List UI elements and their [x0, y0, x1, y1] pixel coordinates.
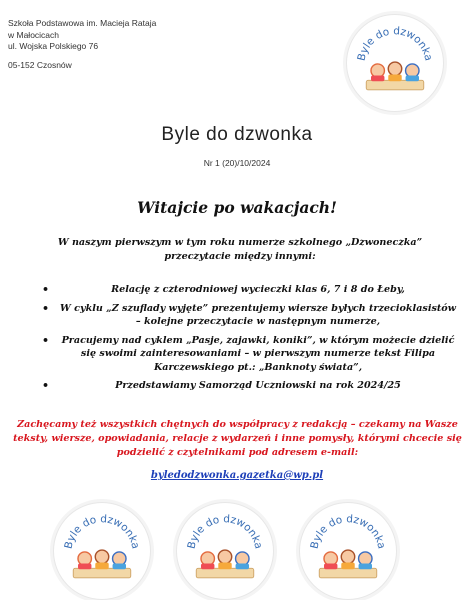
bullet-icon: •	[42, 379, 50, 392]
list-item: • Pracujemy nad cyklem „Pasje, zajawki, koniki”, w którym możecie dzielić się swoimi zainteresowaniami – w pierwszym numerze tekst Filipa Karczewskiego pt.: „Banknoty świata”,	[42, 333, 455, 373]
contents-list	[42, 283, 460, 398]
logo-text: Byle do dzwonka	[185, 513, 265, 551]
email-link[interactable]: byledodzwonka.gazetka@wp.pl	[150, 470, 324, 481]
logo-graphic	[347, 15, 443, 111]
list-item: • Przedstawiamy Samorząd Uczniowski na rok 2024/25	[42, 379, 401, 392]
school-kids-logo-icon	[176, 502, 274, 600]
contribution-note: Zachęcamy też wszystkich chętnych do współpracy z redakcją – czekamy na Wasze teksty, wiersze, opowiadania, relacje z wydarzeń i inne pomysły, którymi chcecie się podzielić z czytelnikami pod adresem e-mail:	[13, 419, 462, 458]
school-address	[8, 18, 156, 71]
svg-text:Byle do dzwonka	[309, 513, 388, 550]
bullet-icon: •	[42, 333, 50, 347]
welcome-heading: Witajcie po wakacjach!	[137, 198, 337, 217]
school-street: ul. Wojska Polskiego 76	[8, 41, 99, 51]
school-kids-logo-icon	[299, 502, 397, 600]
issue-number: Nr 1 (20)/10/2024	[203, 158, 271, 168]
school-name: Szkoła Podstawowa im. Macieja Rataja	[8, 18, 157, 28]
svg-text:Byle do dzwonka	[186, 513, 265, 550]
list-item: • W cyklu „Z szuflady wyjęte” prezentujemy wiersze byłych trzecioklasistów – kolejne przeczytacie w następnym numerze,	[42, 301, 456, 327]
school-postal-code: 05-152 Czosnów	[8, 59, 72, 70]
school-location: w Małocicach	[8, 29, 60, 40]
logo-text: Byle do dzwonka	[355, 25, 435, 63]
svg-text:Byle do dzwonka	[63, 513, 142, 550]
logo-text: Byle do dzwonka	[62, 513, 142, 551]
list-item: • Relację z czterodniowej wycieczki klas 6, 7 i 8 do Łeby,	[42, 283, 405, 296]
intro-paragraph: W naszym pierwszym w tym roku numerze szkolnego „Dzwoneczka” przeczytacie między innymi:	[57, 237, 423, 262]
logo-text: Byle do dzwonka	[308, 513, 388, 551]
school-kids-logo-icon	[53, 502, 151, 600]
school-kids-logo-icon	[346, 14, 444, 112]
svg-text:Byle do dzwonka	[356, 25, 435, 62]
bullet-icon: •	[42, 283, 50, 296]
newspaper-title: Byle do dzwonka	[161, 124, 313, 145]
bullet-icon: •	[42, 301, 50, 315]
